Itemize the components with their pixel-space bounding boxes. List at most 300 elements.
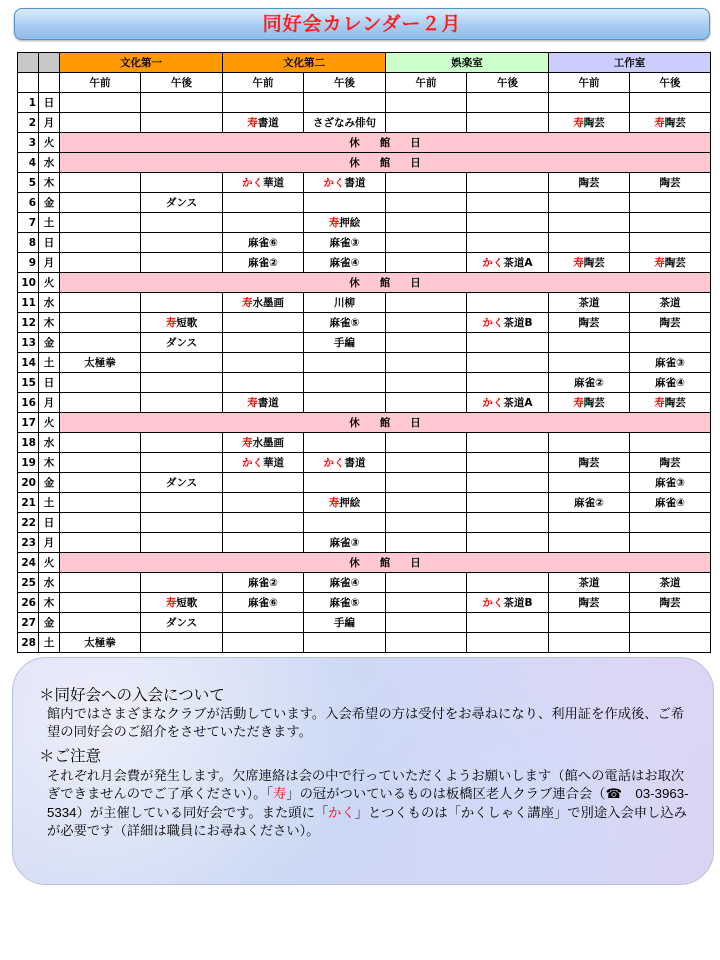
page-title: 同好会カレンダー２月 [14, 8, 710, 40]
activity-cell [60, 173, 141, 193]
day-number: 7 [18, 213, 39, 233]
day-number: 2 [18, 113, 39, 133]
day-row [18, 153, 711, 173]
activity-cell [467, 113, 549, 133]
activity-cell [630, 253, 711, 273]
activity-cell: 陶芸 [549, 313, 630, 333]
activity-cell [630, 433, 711, 453]
activity-cell [141, 113, 223, 133]
activity-cell [141, 353, 223, 373]
period-am: 午前 [223, 73, 304, 93]
day-row [18, 393, 711, 413]
activity-cell [141, 173, 223, 193]
weekday: 月 [39, 253, 60, 273]
activity-name: 陶芸 [583, 117, 605, 129]
activity-cell [467, 353, 549, 373]
weekday: 水 [39, 153, 60, 173]
closed-day-banner [60, 153, 711, 173]
activity-cell [223, 633, 304, 653]
activity-cell [467, 313, 549, 333]
activity-cell [386, 533, 467, 553]
activity-cell [630, 93, 711, 113]
notice-text-part: 」とつくものは「かくしゃく講座」で別途入会申し込みが必要です（詳細は職員にお尋ねください）。 [47, 804, 687, 839]
activity-cell [386, 353, 467, 373]
weekday: 金 [39, 333, 60, 353]
activity-cell [304, 173, 386, 193]
organizer-mark: 寿 [328, 217, 340, 229]
activity-cell: 麻雀④ [630, 493, 711, 513]
closed-label-char: 日 [410, 137, 421, 149]
activity-cell [630, 333, 711, 353]
activity-cell [60, 473, 141, 493]
activity-cell [467, 253, 549, 273]
activity-cell [60, 333, 141, 353]
activity-name: 水墨画 [252, 297, 284, 309]
activity-name: 短歌 [176, 597, 198, 609]
day-number: 25 [18, 573, 39, 593]
activity-cell [304, 493, 386, 513]
organizer-mark: かく [323, 457, 345, 469]
activity-cell [630, 193, 711, 213]
activity-cell: 麻雀⑤ [304, 593, 386, 613]
notice-text-membership: 館内ではさまざまなクラブが活動しています。入会希望の方は受付をお尋ねになり、利用証を作成後、ご希望の同好会のご紹介をさせていただきます。 [47, 706, 685, 740]
closed-label-char: 休 [349, 277, 360, 289]
activity-cell [467, 433, 549, 453]
activity-cell [60, 373, 141, 393]
closed-label-char: 館 [379, 137, 391, 149]
activity-cell [141, 593, 223, 613]
activity-cell [386, 593, 467, 613]
period-am: 午前 [60, 73, 141, 93]
activity-cell [549, 353, 630, 373]
activity-cell [304, 193, 386, 213]
day-number: 5 [18, 173, 39, 193]
weekday: 金 [39, 193, 60, 213]
activity-cell: ダンス [141, 473, 223, 493]
activity-cell: 太極拳 [60, 633, 141, 653]
activity-cell [630, 533, 711, 553]
weekday: 火 [39, 133, 60, 153]
organizer-mark: 寿 [247, 117, 258, 129]
day-number: 28 [18, 633, 39, 653]
activity-cell [467, 373, 549, 393]
activity-name: 陶芸 [583, 397, 605, 409]
day-number: 11 [18, 293, 39, 313]
activity-cell [223, 113, 304, 133]
activity-cell [60, 453, 141, 473]
activity-cell [60, 253, 141, 273]
activity-cell [630, 393, 711, 413]
period-header-row [18, 73, 711, 93]
activity-cell [141, 533, 223, 553]
activity-cell [141, 373, 223, 393]
day-number: 8 [18, 233, 39, 253]
day-number: 6 [18, 193, 39, 213]
organizer-mark: かく [242, 457, 263, 469]
closed-label-char: 休 [349, 157, 360, 169]
activity-cell [630, 213, 711, 233]
activity-cell [141, 233, 223, 253]
activity-cell [386, 333, 467, 353]
activity-cell [630, 233, 711, 253]
activity-cell: 麻雀② [549, 373, 630, 393]
activity-name: 茶道A [503, 257, 533, 269]
kaku-mark: かく [328, 804, 355, 820]
activity-cell [60, 593, 141, 613]
day-row [18, 133, 711, 153]
weekday: 水 [39, 433, 60, 453]
activity-cell [60, 573, 141, 593]
activity-cell [223, 293, 304, 313]
activity-cell [141, 393, 223, 413]
day-row [18, 213, 711, 233]
weekday: 日 [39, 373, 60, 393]
activity-cell [467, 213, 549, 233]
activity-cell: 川柳 [304, 293, 386, 313]
closed-day-banner [60, 133, 711, 153]
room-header-goraku: 娯楽室 [386, 53, 549, 73]
activity-cell [60, 93, 141, 113]
activity-cell [386, 113, 467, 133]
activity-cell [386, 373, 467, 393]
activity-name: 茶道B [503, 317, 533, 329]
activity-name: 書道 [344, 177, 366, 189]
activity-cell: ダンス [141, 333, 223, 353]
day-number: 3 [18, 133, 39, 153]
activity-cell [549, 193, 630, 213]
activity-cell [386, 213, 467, 233]
header-corner [18, 53, 39, 73]
activity-cell [386, 433, 467, 453]
weekday: 土 [39, 493, 60, 513]
organizer-mark: 寿 [242, 297, 253, 309]
kotobuki-mark: 寿 [273, 786, 287, 802]
organizer-mark: かく [482, 257, 504, 269]
closed-label-char: 日 [410, 417, 421, 429]
notice-heading-caution: ＊ご注意 [39, 748, 102, 765]
day-row [18, 93, 711, 113]
day-row [18, 433, 711, 453]
day-number: 13 [18, 333, 39, 353]
activity-cell [304, 353, 386, 373]
activity-cell [223, 493, 304, 513]
activity-cell [304, 513, 386, 533]
notice-heading-membership: ＊同好会への入会について [39, 687, 225, 704]
activity-cell [141, 453, 223, 473]
activity-cell [141, 513, 223, 533]
closed-label-char: 日 [410, 157, 421, 169]
activity-cell: 陶芸 [630, 593, 711, 613]
activity-cell [60, 433, 141, 453]
room-header-row [18, 53, 711, 73]
activity-name: 茶道A [503, 397, 533, 409]
activity-cell [549, 473, 630, 493]
activity-cell [223, 193, 304, 213]
period-am: 午前 [386, 73, 467, 93]
weekday: 月 [39, 393, 60, 413]
day-row [18, 453, 711, 473]
activity-cell [223, 333, 304, 353]
room-header-bunka1: 文化第一 [60, 53, 223, 73]
activity-cell [630, 633, 711, 653]
day-row [18, 113, 711, 133]
activity-cell: 麻雀③ [630, 353, 711, 373]
activity-cell [141, 433, 223, 453]
activity-cell [549, 253, 630, 273]
organizer-mark: 寿 [654, 397, 665, 409]
activity-cell [467, 173, 549, 193]
activity-name: 短歌 [176, 317, 198, 329]
activity-cell [60, 213, 141, 233]
activity-cell [141, 313, 223, 333]
activity-cell [223, 373, 304, 393]
activity-cell: 麻雀④ [304, 573, 386, 593]
organizer-mark: 寿 [573, 257, 584, 269]
day-row [18, 293, 711, 313]
weekday: 木 [39, 173, 60, 193]
calendar-body [18, 93, 711, 653]
activity-cell [60, 513, 141, 533]
activity-cell [467, 193, 549, 213]
day-row [18, 613, 711, 633]
weekday: 木 [39, 313, 60, 333]
weekday: 火 [39, 413, 60, 433]
activity-cell [549, 613, 630, 633]
activity-cell: 麻雀② [223, 253, 304, 273]
activity-cell [223, 613, 304, 633]
room-header-bunka2: 文化第二 [223, 53, 386, 73]
activity-cell [467, 293, 549, 313]
header-blank [39, 73, 60, 93]
day-row [18, 493, 711, 513]
activity-cell [549, 213, 630, 233]
organizer-mark: 寿 [165, 317, 177, 329]
activity-cell: 麻雀③ [630, 473, 711, 493]
weekday: 土 [39, 353, 60, 373]
activity-cell [141, 93, 223, 113]
activity-cell: 茶道 [630, 293, 711, 313]
activity-cell [304, 473, 386, 493]
activity-cell: さざなみ俳句 [304, 113, 386, 133]
weekday: 月 [39, 533, 60, 553]
weekday: 金 [39, 613, 60, 633]
weekday: 水 [39, 573, 60, 593]
activity-cell [467, 233, 549, 253]
day-row [18, 633, 711, 653]
day-number: 18 [18, 433, 39, 453]
organizer-mark: かく [482, 317, 504, 329]
activity-cell: 麻雀⑥ [223, 593, 304, 613]
activity-cell [141, 253, 223, 273]
activity-cell [141, 293, 223, 313]
activity-cell [467, 613, 549, 633]
day-row [18, 473, 711, 493]
activity-cell [223, 393, 304, 413]
activity-cell: ダンス [141, 613, 223, 633]
activity-name: 茶道B [503, 597, 533, 609]
weekday: 水 [39, 293, 60, 313]
activity-name: 陶芸 [664, 257, 686, 269]
organizer-mark: 寿 [242, 437, 253, 449]
activity-cell [549, 433, 630, 453]
activity-cell [630, 513, 711, 533]
activity-cell: 麻雀④ [304, 253, 386, 273]
activity-cell [467, 473, 549, 493]
activity-cell [223, 173, 304, 193]
activity-cell [304, 453, 386, 473]
activity-cell [386, 173, 467, 193]
activity-cell [141, 573, 223, 593]
notice-panel [12, 657, 714, 885]
activity-cell [141, 213, 223, 233]
weekday: 月 [39, 113, 60, 133]
activity-cell [304, 433, 386, 453]
activity-cell: 麻雀④ [630, 373, 711, 393]
activity-cell [60, 613, 141, 633]
activity-cell: 陶芸 [549, 173, 630, 193]
closed-day-banner [60, 273, 711, 293]
day-row [18, 173, 711, 193]
notice-text-part: 」の冠がついているものは板橋区老人クラブ連合会（☎ 03-3963-5334）が主催している同好会です。また頭に「 [47, 786, 689, 820]
closed-label-char: 休 [349, 137, 360, 149]
activity-cell: 麻雀⑥ [223, 233, 304, 253]
activity-cell: 麻雀③ [304, 233, 386, 253]
activity-cell [467, 493, 549, 513]
activity-cell [223, 513, 304, 533]
activity-cell [549, 513, 630, 533]
activity-cell: 陶芸 [549, 453, 630, 473]
activity-cell: 手編 [304, 613, 386, 633]
activity-cell [60, 233, 141, 253]
closed-label-char: 休 [349, 557, 360, 569]
closed-day-banner [60, 413, 711, 433]
day-row [18, 233, 711, 253]
activity-cell [223, 453, 304, 473]
day-number: 26 [18, 593, 39, 613]
activity-cell: 麻雀⑤ [304, 313, 386, 333]
activity-cell [630, 613, 711, 633]
activity-cell [386, 573, 467, 593]
day-row [18, 273, 711, 293]
activity-cell: ダンス [141, 193, 223, 213]
notice-text-part: それぞれ月会費が発生します。欠席連絡は会の中で行っていただくようお願いします（館への電話はお取次ぎできませんのでご了承ください）。「 [47, 768, 685, 802]
activity-cell [304, 93, 386, 113]
activity-cell [549, 113, 630, 133]
activity-name: 押絵 [339, 497, 361, 509]
activity-cell [386, 473, 467, 493]
activity-cell [467, 593, 549, 613]
day-number: 24 [18, 553, 39, 573]
activity-cell [549, 393, 630, 413]
period-am: 午前 [549, 73, 630, 93]
period-pm: 午後 [467, 73, 549, 93]
activity-cell [467, 573, 549, 593]
activity-cell: 麻雀② [549, 493, 630, 513]
activity-cell [223, 213, 304, 233]
activity-cell [223, 533, 304, 553]
day-row [18, 333, 711, 353]
activity-cell [386, 313, 467, 333]
day-row [18, 593, 711, 613]
weekday: 金 [39, 473, 60, 493]
organizer-mark: かく [323, 177, 345, 189]
day-number: 23 [18, 533, 39, 553]
activity-cell [386, 633, 467, 653]
activity-cell [60, 533, 141, 553]
weekday: 日 [39, 233, 60, 253]
weekday: 土 [39, 213, 60, 233]
room-header-kosaku: 工作室 [549, 53, 711, 73]
activity-cell: 茶道 [549, 293, 630, 313]
weekday: 日 [39, 93, 60, 113]
activity-cell [60, 493, 141, 513]
organizer-mark: 寿 [573, 117, 584, 129]
activity-cell [60, 293, 141, 313]
activity-cell [467, 93, 549, 113]
day-row [18, 373, 711, 393]
day-number: 9 [18, 253, 39, 273]
weekday: 火 [39, 553, 60, 573]
day-number: 22 [18, 513, 39, 533]
closed-day-banner [60, 553, 711, 573]
closed-label-char: 日 [410, 277, 421, 289]
closed-label-char: 館 [379, 157, 391, 169]
activity-cell: 陶芸 [549, 593, 630, 613]
activity-cell [386, 513, 467, 533]
activity-cell [467, 633, 549, 653]
activity-cell [549, 633, 630, 653]
day-row [18, 353, 711, 373]
activity-cell [304, 373, 386, 393]
activity-cell [223, 93, 304, 113]
activity-cell [386, 493, 467, 513]
activity-cell [549, 533, 630, 553]
activity-cell: 陶芸 [630, 313, 711, 333]
activity-name: 書道 [257, 397, 279, 409]
day-number: 20 [18, 473, 39, 493]
activity-name: 押絵 [339, 217, 361, 229]
activity-name: 陶芸 [583, 257, 605, 269]
period-pm: 午後 [304, 73, 386, 93]
activity-cell [467, 393, 549, 413]
activity-cell [467, 533, 549, 553]
activity-cell: 茶道 [630, 573, 711, 593]
day-number: 21 [18, 493, 39, 513]
weekday: 火 [39, 273, 60, 293]
day-row [18, 253, 711, 273]
activity-name: 華道 [263, 457, 284, 469]
activity-name: 華道 [263, 177, 284, 189]
activity-name: 書道 [257, 117, 279, 129]
organizer-mark: 寿 [328, 497, 340, 509]
period-pm: 午後 [630, 73, 711, 93]
activity-cell: 茶道 [549, 573, 630, 593]
activity-cell: 麻雀③ [304, 533, 386, 553]
activity-cell: 麻雀② [223, 573, 304, 593]
weekday: 木 [39, 453, 60, 473]
activity-cell [60, 113, 141, 133]
activity-cell: 陶芸 [630, 453, 711, 473]
activity-cell [386, 613, 467, 633]
activity-cell [467, 453, 549, 473]
organizer-mark: 寿 [654, 257, 665, 269]
activity-cell [386, 293, 467, 313]
activity-cell [386, 453, 467, 473]
activity-cell: 手編 [304, 333, 386, 353]
day-number: 15 [18, 373, 39, 393]
organizer-mark: かく [482, 397, 504, 409]
activity-cell [467, 333, 549, 353]
